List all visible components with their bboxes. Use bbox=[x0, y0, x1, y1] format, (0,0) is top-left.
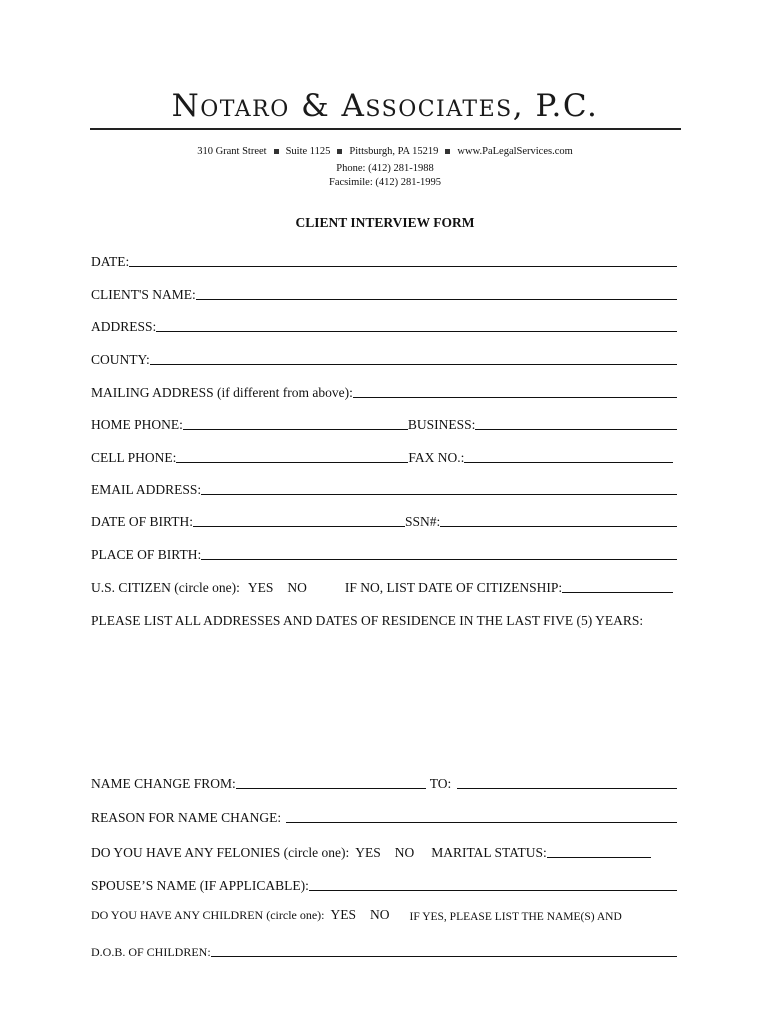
clients-name-row bbox=[91, 287, 677, 303]
children-row bbox=[91, 907, 677, 923]
children-list-label: IF YES, PLEASE LIST THE NAME(S) AND bbox=[409, 911, 622, 923]
form-title: CLIENT INTERVIEW FORM bbox=[295, 215, 475, 230]
fax-field[interactable] bbox=[464, 462, 673, 463]
citizenship-date-field[interactable] bbox=[562, 592, 673, 593]
place-of-birth-field[interactable] bbox=[201, 559, 677, 560]
mailing-address-row bbox=[91, 385, 677, 401]
addresses-5yr-area[interactable] bbox=[91, 640, 677, 765]
citizen-yes-option[interactable]: YES bbox=[247, 580, 274, 595]
address-city: Pittsburgh, PA 15219 bbox=[349, 146, 439, 157]
cell-phone-field[interactable] bbox=[176, 462, 408, 463]
reason-name-change-label: REASON FOR NAME CHANGE: bbox=[91, 810, 282, 825]
cell-row bbox=[91, 450, 677, 466]
dob-label: DATE OF BIRTH: bbox=[91, 514, 193, 529]
felonies-row bbox=[91, 845, 677, 861]
addresses-5yr-row bbox=[91, 613, 677, 629]
firm-fax: Facsimile: (412) 281-1995 bbox=[329, 177, 441, 188]
date-row bbox=[91, 254, 677, 270]
name-change-row bbox=[91, 776, 677, 792]
email-field[interactable] bbox=[201, 494, 677, 495]
felonies-yes-option[interactable]: YES bbox=[355, 845, 381, 860]
felonies-no-option[interactable]: NO bbox=[394, 845, 415, 860]
spouse-name-row bbox=[91, 878, 677, 894]
children-dob-row bbox=[91, 944, 677, 960]
letterhead-rule bbox=[90, 128, 681, 130]
address-suite: Suite 1125 bbox=[285, 146, 331, 157]
business-phone-field[interactable] bbox=[475, 429, 677, 430]
children-no-option[interactable]: NO bbox=[370, 907, 390, 922]
name-change-from-label: NAME CHANGE FROM: bbox=[91, 776, 236, 791]
home-phone-label: HOME PHONE: bbox=[91, 417, 183, 432]
firm-name: Notaro & Associates, P.C. bbox=[171, 88, 599, 124]
address-website[interactable]: www.PaLegalServices.com bbox=[457, 146, 573, 157]
ssn-label: SSN#: bbox=[404, 514, 441, 529]
citizen-no-option[interactable]: NO bbox=[287, 580, 307, 595]
bullet-icon bbox=[445, 149, 450, 154]
children-dob-label: D.O.B. OF CHILDREN: bbox=[91, 945, 211, 959]
business-phone-label: BUSINESS: bbox=[407, 417, 476, 432]
name-change-to-label: TO: bbox=[429, 776, 452, 791]
fax-label: FAX NO.: bbox=[408, 450, 465, 465]
date-field[interactable] bbox=[129, 266, 677, 267]
reason-name-change-row bbox=[91, 810, 677, 826]
county-field[interactable] bbox=[150, 364, 677, 365]
firm-address-line bbox=[0, 146, 770, 157]
dob-row bbox=[91, 514, 677, 530]
marital-status-label: MARITAL STATUS: bbox=[431, 845, 547, 860]
date-label: DATE: bbox=[91, 254, 130, 269]
citizenship-date-label: IF NO, LIST DATE OF CITIZENSHIP: bbox=[344, 580, 563, 595]
children-yes-option[interactable]: YES bbox=[330, 907, 357, 922]
reason-name-change-field[interactable] bbox=[286, 822, 677, 823]
felonies-label: DO YOU HAVE ANY FELONIES (circle one): bbox=[91, 845, 350, 860]
home-phone-field[interactable] bbox=[183, 429, 408, 430]
place-of-birth-row bbox=[91, 547, 677, 563]
citizen-label: U.S. CITIZEN (circle one): bbox=[91, 580, 240, 595]
address-row bbox=[91, 319, 677, 335]
clients-name-label: CLIENT'S NAME: bbox=[91, 287, 196, 302]
bullet-icon bbox=[337, 149, 342, 154]
place-of-birth-label: PLACE OF BIRTH: bbox=[91, 547, 202, 562]
children-label: DO YOU HAVE ANY CHILDREN (circle one): bbox=[91, 908, 325, 922]
name-change-to-field[interactable] bbox=[457, 788, 677, 789]
name-change-from-field[interactable] bbox=[236, 788, 426, 789]
citizen-row bbox=[91, 580, 677, 596]
firm-phone: Phone: (412) 281-1988 bbox=[336, 163, 434, 174]
cell-phone-label: CELL PHONE: bbox=[91, 450, 177, 465]
clients-name-field[interactable] bbox=[196, 299, 677, 300]
phone-row bbox=[91, 417, 677, 433]
email-row bbox=[91, 482, 677, 498]
county-label: COUNTY: bbox=[91, 352, 150, 367]
address-field[interactable] bbox=[156, 331, 677, 332]
address-street: 310 Grant Street bbox=[197, 146, 267, 157]
spouse-name-label: SPOUSE’S NAME (IF APPLICABLE): bbox=[91, 878, 309, 893]
email-label: EMAIL ADDRESS: bbox=[91, 482, 202, 497]
ssn-field[interactable] bbox=[440, 526, 677, 527]
spouse-name-field[interactable] bbox=[309, 890, 677, 891]
county-row bbox=[91, 352, 677, 368]
address-label: ADDRESS: bbox=[91, 319, 157, 334]
mailing-address-label: MAILING ADDRESS (if different from above): bbox=[91, 385, 353, 400]
marital-status-field[interactable] bbox=[547, 857, 651, 858]
bullet-icon bbox=[274, 149, 279, 154]
children-dob-field[interactable] bbox=[211, 956, 677, 957]
dob-field[interactable] bbox=[193, 526, 405, 527]
addresses-5yr-label: PLEASE LIST ALL ADDRESSES AND DATES OF RESIDENCE IN THE LAST FIVE (5) YEARS: bbox=[91, 613, 644, 628]
mailing-address-field[interactable] bbox=[353, 397, 677, 398]
